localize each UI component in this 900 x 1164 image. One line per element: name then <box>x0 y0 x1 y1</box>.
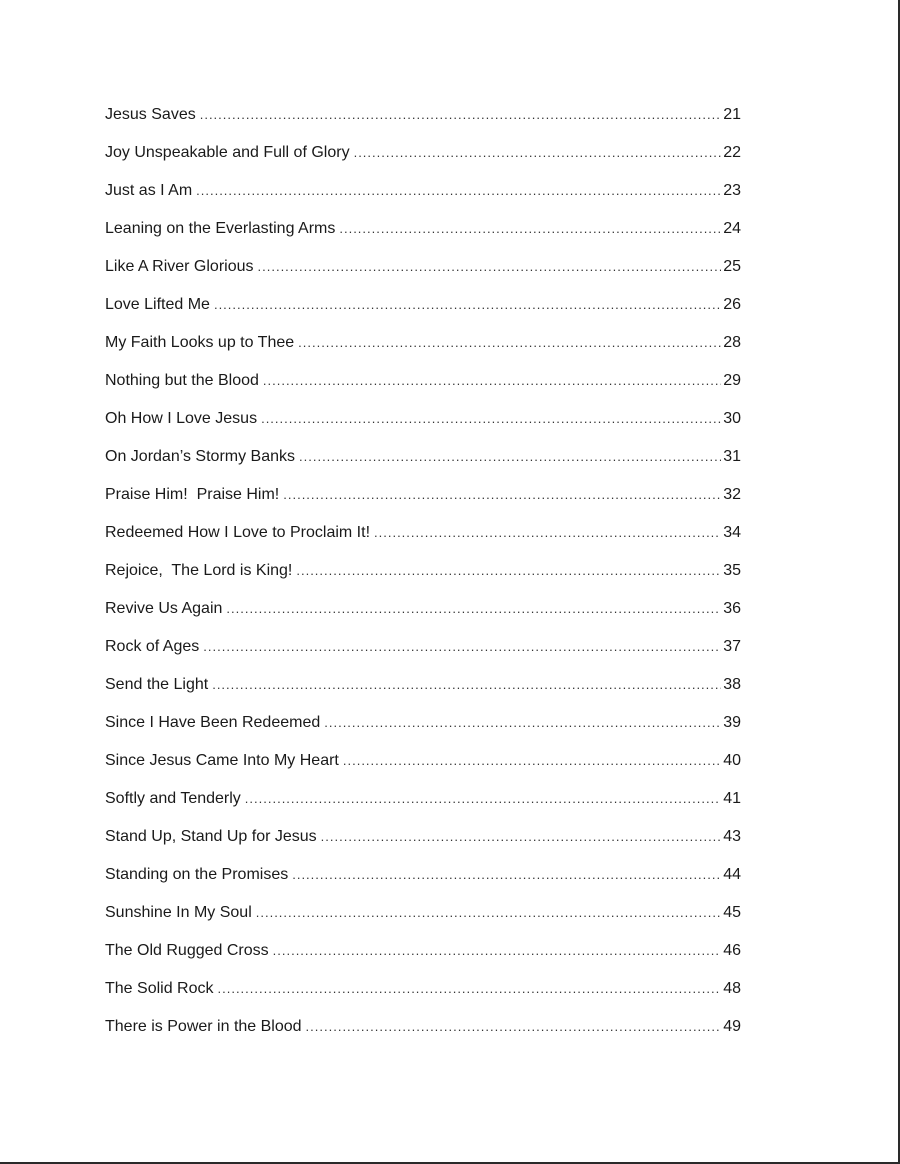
dot-leader <box>298 330 721 356</box>
toc-entry-title: Just as I Am <box>105 182 193 199</box>
dot-leader <box>218 976 722 1002</box>
dot-leader <box>226 596 721 622</box>
toc-entry-page-number: 34 <box>723 524 741 541</box>
toc-entry[interactable] <box>105 862 741 900</box>
toc-entry[interactable] <box>105 1014 741 1052</box>
toc-entry-title: Leaning on the Everlasting Arms <box>105 220 336 237</box>
dot-leader <box>203 634 721 660</box>
toc-entry-title: My Faith Looks up to Thee <box>105 334 295 351</box>
toc-entry[interactable] <box>105 406 741 444</box>
toc-entry[interactable] <box>105 710 741 748</box>
toc-entry-page-number: 21 <box>723 106 741 123</box>
dot-leader <box>339 216 721 242</box>
dot-leader <box>292 862 721 888</box>
toc-entry-title: Joy Unspeakable and Full of Glory <box>105 144 350 161</box>
dot-leader <box>212 672 721 698</box>
toc-entry-page-number: 28 <box>723 334 741 351</box>
toc-entry-title: Sunshine In My Soul <box>105 904 252 921</box>
toc-entry-title: Nothing but the Blood <box>105 372 259 389</box>
toc-entry[interactable] <box>105 482 741 520</box>
toc-entry[interactable] <box>105 938 741 976</box>
dot-leader <box>321 824 721 850</box>
toc-entry[interactable] <box>105 976 741 1014</box>
dot-leader <box>296 558 721 584</box>
toc-entry-page-number: 44 <box>723 866 741 883</box>
dot-leader <box>343 748 721 774</box>
toc-entry[interactable] <box>105 178 741 216</box>
toc-entry-title: Rejoice, The Lord is King! <box>105 562 293 579</box>
toc-entry[interactable] <box>105 140 741 178</box>
toc-entry-title: The Old Rugged Cross <box>105 942 269 959</box>
toc-entry-page-number: 29 <box>723 372 741 389</box>
dot-leader <box>374 520 721 546</box>
dot-leader <box>256 900 721 926</box>
toc-entry-title: Love Lifted Me <box>105 296 210 313</box>
dot-leader <box>283 482 721 508</box>
toc-entry-page-number: 30 <box>723 410 741 427</box>
table-of-contents <box>105 102 741 1052</box>
dot-leader <box>263 368 721 394</box>
dot-leader <box>245 786 721 812</box>
dot-leader <box>200 102 721 128</box>
toc-entry[interactable] <box>105 824 741 862</box>
toc-entry[interactable] <box>105 596 741 634</box>
toc-entry-page-number: 32 <box>723 486 741 503</box>
toc-entry-title: The Solid Rock <box>105 980 214 997</box>
toc-entry-title: Revive Us Again <box>105 600 223 617</box>
toc-entry-title: Oh How I Love Jesus <box>105 410 258 427</box>
toc-entry[interactable] <box>105 444 741 482</box>
toc-entry-title: Since I Have Been Redeemed <box>105 714 321 731</box>
toc-entry-page-number: 41 <box>723 790 741 807</box>
toc-entry-page-number: 40 <box>723 752 741 769</box>
toc-entry-title: Jesus Saves <box>105 106 196 123</box>
toc-entry[interactable] <box>105 672 741 710</box>
toc-entry[interactable] <box>105 900 741 938</box>
dot-leader <box>324 710 721 736</box>
toc-entry-title: Rock of Ages <box>105 638 200 655</box>
dot-leader <box>354 140 721 166</box>
toc-entry-page-number: 37 <box>723 638 741 655</box>
dot-leader <box>214 292 721 318</box>
toc-entry-page-number: 36 <box>723 600 741 617</box>
toc-entry-title: Stand Up, Stand Up for Jesus <box>105 828 317 845</box>
toc-entry[interactable] <box>105 102 741 140</box>
dot-leader <box>196 178 721 204</box>
dot-leader <box>299 444 721 470</box>
toc-entry-page-number: 45 <box>723 904 741 921</box>
toc-entry-page-number: 31 <box>723 448 741 465</box>
toc-entry-page-number: 46 <box>723 942 741 959</box>
toc-entry-title: Redeemed How I Love to Proclaim It! <box>105 524 371 541</box>
toc-entry[interactable] <box>105 292 741 330</box>
toc-entry-title: Standing on the Promises <box>105 866 289 883</box>
toc-entry-title: Since Jesus Came Into My Heart <box>105 752 339 769</box>
dot-leader <box>273 938 721 964</box>
toc-entry[interactable] <box>105 216 741 254</box>
toc-entry-page-number: 24 <box>723 220 741 237</box>
toc-entry-page-number: 22 <box>723 144 741 161</box>
toc-entry[interactable] <box>105 634 741 672</box>
toc-entry-title: Like A River Glorious <box>105 258 254 275</box>
toc-entry-page-number: 25 <box>723 258 741 275</box>
toc-entry-title: Praise Him! Praise Him! <box>105 486 280 503</box>
toc-entry[interactable] <box>105 520 741 558</box>
toc-entry-title: Softly and Tenderly <box>105 790 241 807</box>
toc-entry-page-number: 26 <box>723 296 741 313</box>
toc-entry-page-number: 43 <box>723 828 741 845</box>
toc-entry-page-number: 49 <box>723 1018 741 1035</box>
toc-entry-page-number: 38 <box>723 676 741 693</box>
toc-entry-page-number: 48 <box>723 980 741 997</box>
toc-entry[interactable] <box>105 786 741 824</box>
toc-entry[interactable] <box>105 748 741 786</box>
dot-leader <box>306 1014 721 1040</box>
dot-leader <box>258 254 721 280</box>
toc-entry[interactable] <box>105 330 741 368</box>
toc-entry[interactable] <box>105 368 741 406</box>
toc-entry[interactable] <box>105 254 741 292</box>
toc-entry[interactable] <box>105 558 741 596</box>
toc-entry-page-number: 39 <box>723 714 741 731</box>
toc-entry-title: There is Power in the Blood <box>105 1018 302 1035</box>
toc-entry-title: Send the Light <box>105 676 209 693</box>
toc-entry-page-number: 35 <box>723 562 741 579</box>
dot-leader <box>261 406 721 432</box>
toc-entry-page-number: 23 <box>723 182 741 199</box>
toc-entry-title: On Jordan’s Stormy Banks <box>105 448 296 465</box>
